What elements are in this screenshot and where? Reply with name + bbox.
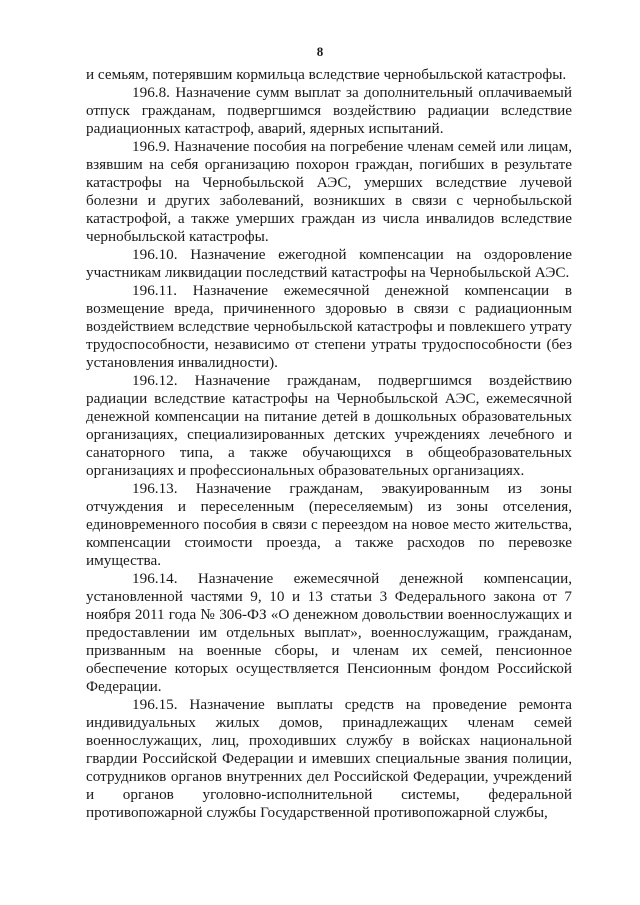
paragraph-196-12: 196.12. Назначение гражданам, подвергшимся воздействию радиации вследствие катастрофы на Чернобыльской АЭС, ежемесячной денежной компенсации на питание детей в дошкольных образовательных организациях, специализированных детских учреждениях лечебного и санаторного типа, а также обучающихся в общеобразовательных организациях и профессиональных образовательных организациях. — [86, 372, 572, 479]
paragraph-196-11: 196.11. Назначение ежемесячной денежной компенсации в возмещение вреда, причиненного здоровью в связи с радиационным воздействием вследствие чернобыльской катастрофы и повлекшего утрату трудоспособности, независимо от степени утраты трудоспособности (без установления инвалидности). — [86, 282, 572, 371]
page-number: 8 — [316, 44, 324, 59]
paragraph-196-14: 196.14. Назначение ежемесячной денежной компенсации, установленной частями 9, 10 и 13 статьи 3 Федерального закона от 7 ноября 2011 года № 306-ФЗ «О денежном довольствии военнослужащих и предоставлении им отдельных выплат», военнослужащим, гражданам, призванным на военные сборы, и членам их семей, пенсионное обеспечение которых осуществляется Пенсионным фондом Российской Федерации. — [86, 570, 572, 695]
paragraph-196-13: 196.13. Назначение гражданам, эвакуированным из зоны отчуждения и переселенным (переселяемым) из зоны отселения, единовременного пособия в связи с переездом на новое место жительства, компенсации стоимости проезда, а также расходов по перевозке имущества. — [86, 480, 572, 569]
paragraph-196-9: 196.9. Назначение пособия на погребение членам семей или лицам, взявшим на себя организацию похорон граждан, погибших в результате катастрофы на Чернобыльской АЭС, умерших вследствие лучевой болезни и других заболеваний, возникших в связи с чернобыльской катастрофой, а также умерших граждан из числа инвалидов вследствие чернобыльской катастрофы. — [86, 138, 572, 245]
document-body — [86, 66, 572, 822]
paragraph-196-15: 196.15. Назначение выплаты средств на проведение ремонта индивидуальных жилых домов, принадлежащих членам семей военнослужащих, лиц, проходивших службу в войсках национальной гвардии Российской Федерации и имевших специальные звания полиции, сотрудников органов внутренних дел Российской Федерации, учреждений и органов уголовно-исполнительной системы, федеральной противопожарной службы Государственной противопожарной службы, — [86, 696, 572, 821]
paragraph-196-10: 196.10. Назначение ежегодной компенсации на оздоровление участникам ликвидации последствий катастрофы на Чернобыльской АЭС. — [86, 246, 572, 281]
paragraph-196-8: 196.8. Назначение сумм выплат за дополнительный оплачиваемый отпуск гражданам, подвергшимся воздействию радиации вследствие радиационных катастроф, аварий, ядерных испытаний. — [86, 84, 572, 137]
paragraph-continuation: и семьям, потерявшим кормильца вследствие чернобыльской катастрофы. — [86, 66, 567, 83]
